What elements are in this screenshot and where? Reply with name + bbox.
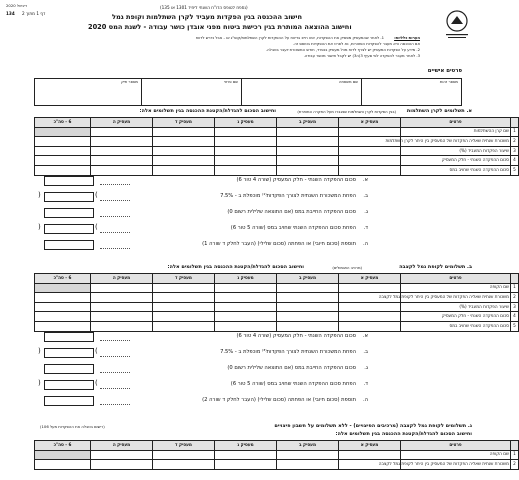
calc-line-text: סכום ההפקדה השנתי - חלק המעסיק (שורה 4 טור 6) xyxy=(236,177,356,183)
leader-line xyxy=(100,388,130,389)
input-cell[interactable] xyxy=(339,321,401,331)
table-row xyxy=(35,460,519,470)
input-cell[interactable] xyxy=(153,146,215,156)
row-label: סכום ההפקדה השנתי שחויב במס xyxy=(401,321,511,331)
column-header: 6 - סה"כ xyxy=(35,274,91,284)
table-header-row xyxy=(35,274,519,284)
amount-field[interactable] xyxy=(44,224,94,234)
row-number: 4 xyxy=(511,156,519,166)
row-number: 2 xyxy=(511,460,519,470)
input-cell[interactable] xyxy=(215,450,277,460)
input-cell[interactable] xyxy=(277,165,339,175)
first-name-label: שם פרטי xyxy=(223,79,238,84)
column-header: מעסיק ד xyxy=(153,441,215,451)
amount-field[interactable] xyxy=(44,380,94,390)
negative-bracket-right: ) xyxy=(95,347,98,355)
row-number: 1 xyxy=(511,450,519,460)
input-cell[interactable] xyxy=(339,312,401,322)
input-cell[interactable] xyxy=(339,165,401,175)
input-cell[interactable] xyxy=(339,146,401,156)
amount-field[interactable] xyxy=(44,240,94,250)
section-a-subtitle-2: וחישוב הסכום להגדלת/הקטנת ההכנסה בגין תשלומים אלה: xyxy=(139,108,276,114)
last-name-field[interactable] xyxy=(241,79,361,105)
input-cell[interactable] xyxy=(215,302,277,312)
header-index-cell xyxy=(511,118,519,128)
column-header: 6 - סה"כ xyxy=(35,441,91,451)
column-header: מעסיק ג xyxy=(215,274,277,284)
calc-line-letter: ד. xyxy=(363,225,368,231)
negative-bracket-left: ( xyxy=(38,191,41,199)
input-cell[interactable] xyxy=(215,127,277,137)
row-number: 3 xyxy=(511,146,519,156)
row-label: סכום ההפקדה השנתי - חלק המעסיק xyxy=(401,312,511,322)
section-b-subtitle-2: וחישוב הסכום להגדלת/הקטנת ההכנסה בגין תשלומים אלה: xyxy=(167,264,304,270)
input-cell[interactable] xyxy=(35,156,91,166)
input-cell[interactable] xyxy=(153,127,215,137)
row-label: שם הקופה xyxy=(401,450,511,460)
input-cell[interactable] xyxy=(277,127,339,137)
input-cell[interactable] xyxy=(153,460,215,470)
calc-line-text: תוספת (סכום חיובי) או הפחתה (סכום שלילי) (העבר לחלק ד שורה 1) xyxy=(202,241,356,247)
column-header: מעסיק ה xyxy=(91,274,153,284)
row-label: שיעור הפקדות המעביד (%) xyxy=(401,146,511,156)
calc-line-text: סכום ההפקדה החייבת במס (אם התוצאה שלילית רשום 0) xyxy=(227,209,356,215)
row-number: 1 xyxy=(511,283,519,293)
calc-line-letter: ה. xyxy=(362,397,368,403)
id-number-label: מספר זהות xyxy=(439,79,458,84)
tax-authority-logo xyxy=(440,8,474,42)
input-cell[interactable] xyxy=(153,312,215,322)
input-cell[interactable] xyxy=(215,321,277,331)
table-row xyxy=(35,450,519,460)
input-cell[interactable] xyxy=(153,450,215,460)
section-a-table xyxy=(34,117,519,176)
input-cell[interactable] xyxy=(35,283,91,293)
table-row xyxy=(35,283,519,293)
input-cell[interactable] xyxy=(215,460,277,470)
table-row xyxy=(35,127,519,137)
row-number: 5 xyxy=(511,165,519,175)
amount-field[interactable] xyxy=(44,332,94,342)
personal-details-box xyxy=(34,78,462,106)
column-header: מעסיק ב xyxy=(277,118,339,128)
input-cell[interactable] xyxy=(277,321,339,331)
input-cell[interactable] xyxy=(91,321,153,331)
calc-line-text: הפחת סכום ההפקדה השנתי שחויב במס (שורה 5 טור 6) xyxy=(230,225,356,231)
input-cell[interactable] xyxy=(35,321,91,331)
calc-line-text: הפחת סכום ההפקדה השנתי שחויב במס (שורה 5 טור 6) xyxy=(230,381,356,387)
leader-line xyxy=(100,232,130,233)
row-number: 4 xyxy=(511,312,519,322)
input-cell[interactable] xyxy=(35,293,91,303)
input-cell[interactable] xyxy=(35,165,91,175)
section-a-subtitle: (בגין הפקדות לקרן השתלמות שנצברו מעל התקרה המותרת) xyxy=(297,109,396,114)
tax-file-label: מספר תיק xyxy=(121,79,138,84)
calc-line-letter: ג. xyxy=(364,365,368,371)
column-header: 6 - סה"כ xyxy=(35,118,91,128)
input-cell[interactable] xyxy=(91,312,153,322)
input-cell[interactable] xyxy=(215,312,277,322)
row-number: 5 xyxy=(511,321,519,331)
input-cell[interactable] xyxy=(277,156,339,166)
column-header: מעסיק ד xyxy=(153,274,215,284)
input-cell[interactable] xyxy=(35,460,91,470)
column-header: מעסיק ג xyxy=(215,118,277,128)
input-cell[interactable] xyxy=(277,283,339,293)
input-cell[interactable] xyxy=(339,302,401,312)
calc-line-text: תוספת (סכום חיובי) או הפחתה (סכום שלילי) (העבר לחלק ד שורה 2) xyxy=(202,397,356,403)
row-label: משכורת שנתית שאליה הפקדות של המעסיק בין היתר לקרן השתלמות xyxy=(401,137,511,147)
column-header: פרטים xyxy=(401,274,511,284)
input-cell[interactable] xyxy=(339,450,401,460)
input-cell[interactable] xyxy=(339,283,401,293)
leader-line xyxy=(100,216,130,217)
input-cell[interactable] xyxy=(153,321,215,331)
note-2: 2. מידע על הפקדות המעסיק יש לצרף לדוח מכל מעסיק בנפרד, חודש המשכורת יועבר בטבלה. xyxy=(265,47,420,52)
input-cell[interactable] xyxy=(277,302,339,312)
row-label: שם קרן ההשתלמות xyxy=(401,127,511,137)
notes-heading: הערות כלליות: xyxy=(394,35,420,40)
column-header: מעסיק ה xyxy=(91,118,153,128)
title-line-1: חישוב ההכנסה בגין הפקדות מעביד לקרן השתלמות וקופת גמל xyxy=(112,13,303,21)
input-cell[interactable] xyxy=(277,312,339,322)
amount-field[interactable] xyxy=(44,396,94,406)
table-header-row xyxy=(35,441,519,451)
calc-line-text: סכום ההפקדה השנתי - חלק המעסיק (שורה 4 טור 6) xyxy=(236,333,356,339)
row-label: משכורת שנתית שאליה הפקדות של המעסיק בין היתר לקופת גמל לקצבה xyxy=(401,460,511,470)
input-cell[interactable] xyxy=(153,293,215,303)
calc-line-letter: א. xyxy=(362,177,368,183)
header-index-cell xyxy=(511,274,519,284)
leader-line xyxy=(100,248,130,249)
table-row xyxy=(35,137,519,147)
column-header: מעסיק א xyxy=(339,274,401,284)
input-cell[interactable] xyxy=(153,156,215,166)
negative-bracket-left: ( xyxy=(38,347,41,355)
table-row xyxy=(35,165,519,175)
leader-line xyxy=(100,184,130,185)
input-cell[interactable] xyxy=(91,146,153,156)
input-cell[interactable] xyxy=(277,293,339,303)
form-code: 134 xyxy=(6,11,15,16)
input-cell[interactable] xyxy=(91,302,153,312)
input-cell[interactable] xyxy=(277,137,339,147)
column-header: מעסיק א xyxy=(339,118,401,128)
input-cell[interactable] xyxy=(35,146,91,156)
amount-field[interactable] xyxy=(44,364,94,374)
calc-line-letter: ד. xyxy=(363,381,368,387)
leader-line xyxy=(100,356,130,357)
input-cell[interactable] xyxy=(277,146,339,156)
edition-label: דיגיטל 2020 xyxy=(6,3,27,8)
input-cell[interactable] xyxy=(153,137,215,147)
personal-details-heading: פרטים אישיים xyxy=(427,68,462,74)
row-number: 3 xyxy=(511,302,519,312)
calc-line-text: סכום ההפקדה החייבת במס (אם התוצאה שלילית רשום 0) xyxy=(227,365,356,371)
column-header: מעסיק ג xyxy=(215,441,277,451)
input-cell[interactable] xyxy=(153,283,215,293)
input-cell[interactable] xyxy=(35,450,91,460)
amount-field[interactable] xyxy=(44,348,94,358)
section-c-subtitle: (רישום בטבלה את ההפקדות מעל 106) xyxy=(40,424,105,429)
row-number: 1 xyxy=(511,127,519,137)
row-number: 2 xyxy=(511,293,519,303)
column-header: מעסיק ה xyxy=(91,441,153,451)
input-cell[interactable] xyxy=(35,137,91,147)
negative-bracket-right: ) xyxy=(95,223,98,231)
row-number: 2 xyxy=(511,137,519,147)
page-indicator: דף 1 מתוך 2 xyxy=(22,11,46,16)
input-cell[interactable] xyxy=(35,312,91,322)
calc-line-letter: ה. xyxy=(362,241,368,247)
input-cell[interactable] xyxy=(91,450,153,460)
input-cell[interactable] xyxy=(91,137,153,147)
section-b-heading: ב. תשלומים לקופת גמל לקצבה xyxy=(399,264,472,270)
row-label: שם הקופה xyxy=(401,283,511,293)
section-c-table xyxy=(34,440,519,470)
table-row xyxy=(35,146,519,156)
leader-line xyxy=(100,200,130,201)
calc-line-letter: ב. xyxy=(363,349,368,355)
column-header: מעסיק ב xyxy=(277,441,339,451)
input-cell[interactable] xyxy=(91,156,153,166)
table-row xyxy=(35,321,519,331)
note-3: 3. לאחר מעבר להפקדה לפי סעיף 3(ה3) יש לקבל אישור מכשר עבודה. xyxy=(303,53,420,58)
note-1: 1. לאחר שהמעסיק מפסיק את ההפקדות, אינו חייב בדיווח על ההפקדות לקרן השתלמות/קופ"ג או - אבל נדרש לדווח xyxy=(195,35,384,40)
input-cell[interactable] xyxy=(277,460,339,470)
input-cell[interactable] xyxy=(91,283,153,293)
column-header: פרטים xyxy=(401,441,511,451)
negative-bracket-right: ) xyxy=(95,191,98,199)
amount-field[interactable] xyxy=(44,176,94,186)
table-row xyxy=(35,312,519,322)
leader-line xyxy=(100,372,130,373)
row-label: סכום ההפקדה השנתי שחויב במס xyxy=(401,165,511,175)
negative-bracket-left: ( xyxy=(38,379,41,387)
title-line-2: וחישוב ההוצאה המותרת בגין רכישת ביטוח מפני אובדן כושר עבודה - לשנת המס 2020 xyxy=(88,23,352,31)
tax-file-field[interactable] xyxy=(33,79,141,105)
input-cell[interactable] xyxy=(91,127,153,137)
input-cell[interactable] xyxy=(153,165,215,175)
column-header: מעסיק ב xyxy=(277,274,339,284)
amount-field[interactable] xyxy=(44,208,94,218)
header-index-cell xyxy=(511,441,519,451)
input-cell[interactable] xyxy=(277,450,339,460)
id-number-field[interactable] xyxy=(361,79,461,105)
negative-bracket-left: ( xyxy=(38,223,41,231)
input-cell[interactable] xyxy=(215,283,277,293)
input-cell[interactable] xyxy=(91,460,153,470)
section-b-table xyxy=(34,273,519,332)
input-cell[interactable] xyxy=(153,302,215,312)
input-cell[interactable] xyxy=(215,293,277,303)
input-cell[interactable] xyxy=(35,127,91,137)
calc-line-text: הפחת המשכורת השנתית לצורך הפקדות⁽³⁾ מוכפלת ב - 7.5% xyxy=(220,349,356,355)
first-name-field[interactable] xyxy=(141,79,241,105)
title-reference: (נספח לטופס הדו"ח השנתי ליחיד 1301 או 135) xyxy=(160,5,248,10)
column-header: מעסיק א xyxy=(339,441,401,451)
row-label: משכורת שנתית שאליה הפקדות של המעסיק בין היתר לקופת גמל לקצבה xyxy=(401,293,511,303)
section-a-heading: א. תשלומים לקרן השתלמות xyxy=(406,108,472,114)
table-row xyxy=(35,156,519,166)
calc-line-letter: ג. xyxy=(364,209,368,215)
leader-line xyxy=(100,404,130,405)
calc-line-letter: ב. xyxy=(363,193,368,199)
leader-line xyxy=(100,340,130,341)
negative-bracket-right: ) xyxy=(95,379,98,387)
input-cell[interactable] xyxy=(215,137,277,147)
input-cell[interactable] xyxy=(91,293,153,303)
input-cell[interactable] xyxy=(215,146,277,156)
section-b-subtitle: (מרכיב התגמולים) xyxy=(332,265,362,270)
amount-field[interactable] xyxy=(44,192,94,202)
input-cell[interactable] xyxy=(91,165,153,175)
input-cell[interactable] xyxy=(339,127,401,137)
calc-line-letter: א. xyxy=(362,333,368,339)
last-name-label: שם משפחה xyxy=(338,79,358,84)
calc-line-text: הפחת המשכורת השנתית לצורך הפקדות⁽¹⁾ מוכפלת ב - 7.5% xyxy=(220,193,356,199)
table-header-row xyxy=(35,118,519,128)
note-1b: אם ההכנסה היא מעבר להפקדות הפטורות, נא לפרט את ההפקדות בטופס זה. xyxy=(293,41,420,46)
column-header: פרטים xyxy=(401,118,511,128)
row-label: שיעור הפקדות המעביד (%) xyxy=(401,302,511,312)
section-c-heading: ג. תשלומים לקופת גמל לקצבה (מרכיבים הפיצויים) - ללא תשלומים על חשבון פיצויים xyxy=(274,423,472,429)
row-label: סכום ההפקדה השנתי - חלק המעסיק xyxy=(401,156,511,166)
input-cell[interactable] xyxy=(35,302,91,312)
table-row xyxy=(35,302,519,312)
table-row xyxy=(35,293,519,303)
section-c-subtitle-2: וחישוב הסכום להגדלת/הקטנת ההכנסה בגין תשלומים אלה: xyxy=(335,431,472,437)
column-header: מעסיק ד xyxy=(153,118,215,128)
input-cell[interactable] xyxy=(215,156,277,166)
input-cell[interactable] xyxy=(339,156,401,166)
input-cell[interactable] xyxy=(215,165,277,175)
